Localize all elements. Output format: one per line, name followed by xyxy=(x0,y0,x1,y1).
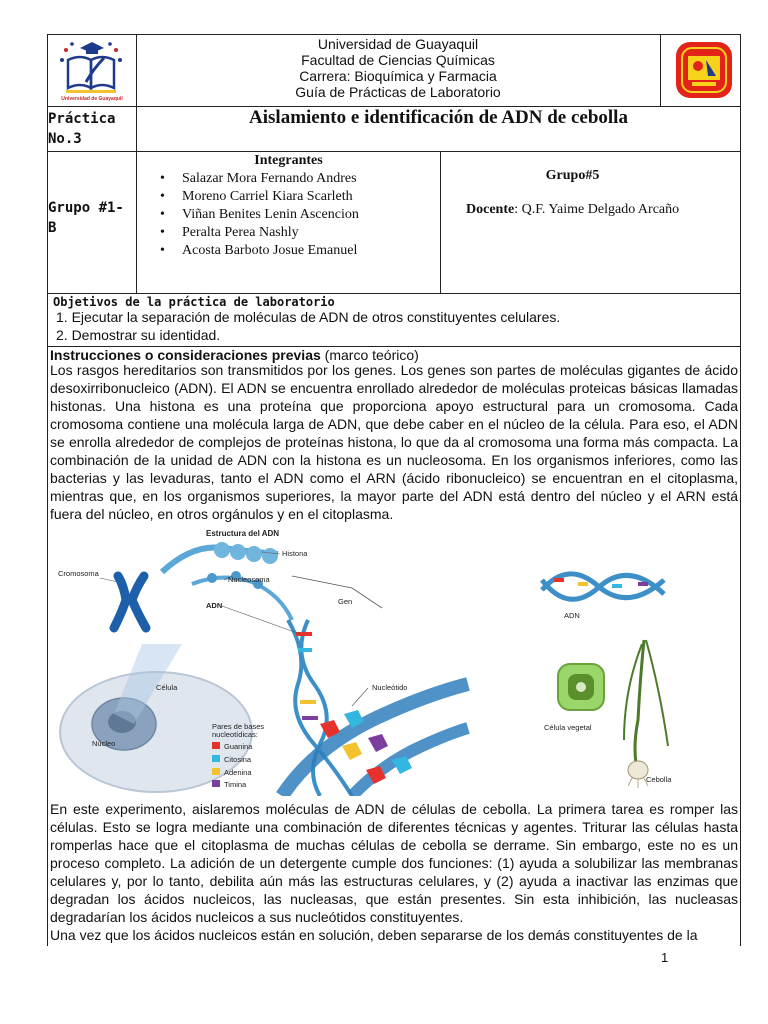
page-number: 1 xyxy=(661,950,669,965)
instructions-heading-bold: Instrucciones o consideraciones previas xyxy=(50,347,321,363)
figure-title: Estructura del ADN xyxy=(206,529,280,538)
objective-item: 1. Ejecutar la separación de moléculas de ADN de otros constituyentes celulares. xyxy=(56,309,561,325)
label-cromosoma: Cromosoma xyxy=(58,569,99,578)
guide-name: Guía de Prácticas de Laboratorio xyxy=(295,84,501,100)
dna-structure-figure xyxy=(52,524,472,796)
university-logo xyxy=(56,38,128,104)
members-block xyxy=(136,152,441,260)
label-adn: ADN xyxy=(206,601,223,610)
onion-cell-figure xyxy=(528,560,678,790)
pairs-heading-1: Pares de bases xyxy=(212,722,265,731)
pairs-heading-2: nucleotídicas: xyxy=(212,730,258,739)
paragraph-1: Los rasgos hereditarios son transmitidos por los genes. Los genes son partes de moléculas gigantes de ácido desoxirribonucleico (ADN). El ADN se encuentra enrollado alrededor de moléculas proteicas básicas llamadas histonas. Una histona es una proteína que proporciona apoyo estructural para un cromosoma. Cada cromosoma contiene una molécula larga de ADN, que debe caber en el núcleo de la célula. Para eso, el ADN se enrolla alrededor de complejos de proteínas histona, lo que da al cromosoma una forma más compacta. La combinación de la unidad de ADN con la histona es un nucleosoma. En los organismos inferiores, como las bacterias y las levaduras, tanto el ADN como el ARN (ácido ribonucleico) se encuentran en el citoplasma, mientras que, en los organismos superiores, la mayor parte del ADN está dentro del núcleo y el ARN está fuera del núcleo, en otros orgánulos y en el citoplasma. xyxy=(50,362,738,522)
objectives-list xyxy=(56,308,560,344)
label-nucleotido: Nucleótido xyxy=(372,683,408,692)
docente-name: : Q.F. Yaime Delgado Arcaño xyxy=(514,202,680,217)
label-nucleosoma: Nucleosoma xyxy=(228,575,270,584)
paragraph-3: Una vez que los ácidos nucleicos están en solución, deben separarse de los demás constituyentes de la xyxy=(50,927,698,943)
right-label-celula-vegetal: Célula vegetal xyxy=(544,723,592,732)
objective-item: 2. Demostrar su identidad. xyxy=(56,327,221,343)
docente-label: Docente xyxy=(466,202,515,217)
group-label: Grupo #1- B xyxy=(48,200,124,236)
legend-label-timina: Timina xyxy=(224,780,247,789)
career-name: Carrera: Bioquímica y Farmacia xyxy=(299,68,497,84)
members-list xyxy=(136,170,441,260)
logo-caption: Universidad de Guayaquil xyxy=(61,96,123,102)
legend-swatch-citosina xyxy=(212,755,220,762)
right-label-adn: ADN xyxy=(564,611,580,620)
legend-swatch-adenina xyxy=(212,768,220,775)
member-item: • Peralta Perea Nashly xyxy=(136,224,441,242)
right-label-cebolla: Cebolla xyxy=(646,775,672,784)
header-text xyxy=(136,34,660,106)
legend-label-guanina: Guanina xyxy=(224,742,253,751)
objectives-heading: Objetivos de la práctica de laboratorio xyxy=(53,295,335,309)
label-nucleo: Núcleo xyxy=(92,739,116,748)
paragraph-2: En este experimento, aislaremos moléculas de ADN de células de cebolla. La primera tarea es romper las células. Esto se logra mediante una combinación de diferentes técnicas y agentes. Triturar las células hasta romperlas hace que el citoplasma de muchas células de cebolla se derrame. Sin embargo, este no es un proceso completo. La adición de un detergente cumple dos funciones: (1) ayuda a solubilizar las membranas celulares y, por lo tanto, debilita aún más las estructuras celulares, y (2) ayuda a inactivar las enzimas que degradan los ácidos nucleicos, las nucleasas, que están presentes. Sin esta inhibición, las nucleasas degradarían los ácidos nucleicos a sus nucleótidos constituyentes. xyxy=(50,801,738,925)
legend-label-citosina: Citosina xyxy=(224,755,252,764)
faculty-seal xyxy=(674,40,734,105)
label-celula: Célula xyxy=(156,683,178,692)
member-item: • Viñan Benites Lenin Ascencion xyxy=(136,206,441,224)
group-number: Grupo#5 xyxy=(545,168,600,183)
member-item: • Acosta Barboto Josue Emanuel xyxy=(136,242,441,260)
label-gen: Gen xyxy=(338,597,353,606)
legend-swatch-guanina xyxy=(212,742,220,749)
label-histona: Histona xyxy=(282,549,308,558)
members-heading: Integrantes xyxy=(254,153,323,168)
faculty-name: Facultad de Ciencias Químicas xyxy=(301,52,495,68)
legend-label-adenina: Adenina xyxy=(224,768,252,777)
instructions-heading-normal: (marco teórico) xyxy=(320,347,419,363)
docente-line xyxy=(466,202,679,218)
member-item: • Salazar Mora Fernando Andres xyxy=(136,170,441,188)
member-item: • Moreno Carriel Kiara Scarleth xyxy=(136,188,441,206)
legend-swatch-timina xyxy=(212,780,220,787)
practice-label: Práctica No.3 xyxy=(48,111,116,147)
practice-title: Aislamiento e identificación de ADN de cebolla xyxy=(249,107,628,128)
university-name: Universidad de Guayaquil xyxy=(317,36,479,52)
